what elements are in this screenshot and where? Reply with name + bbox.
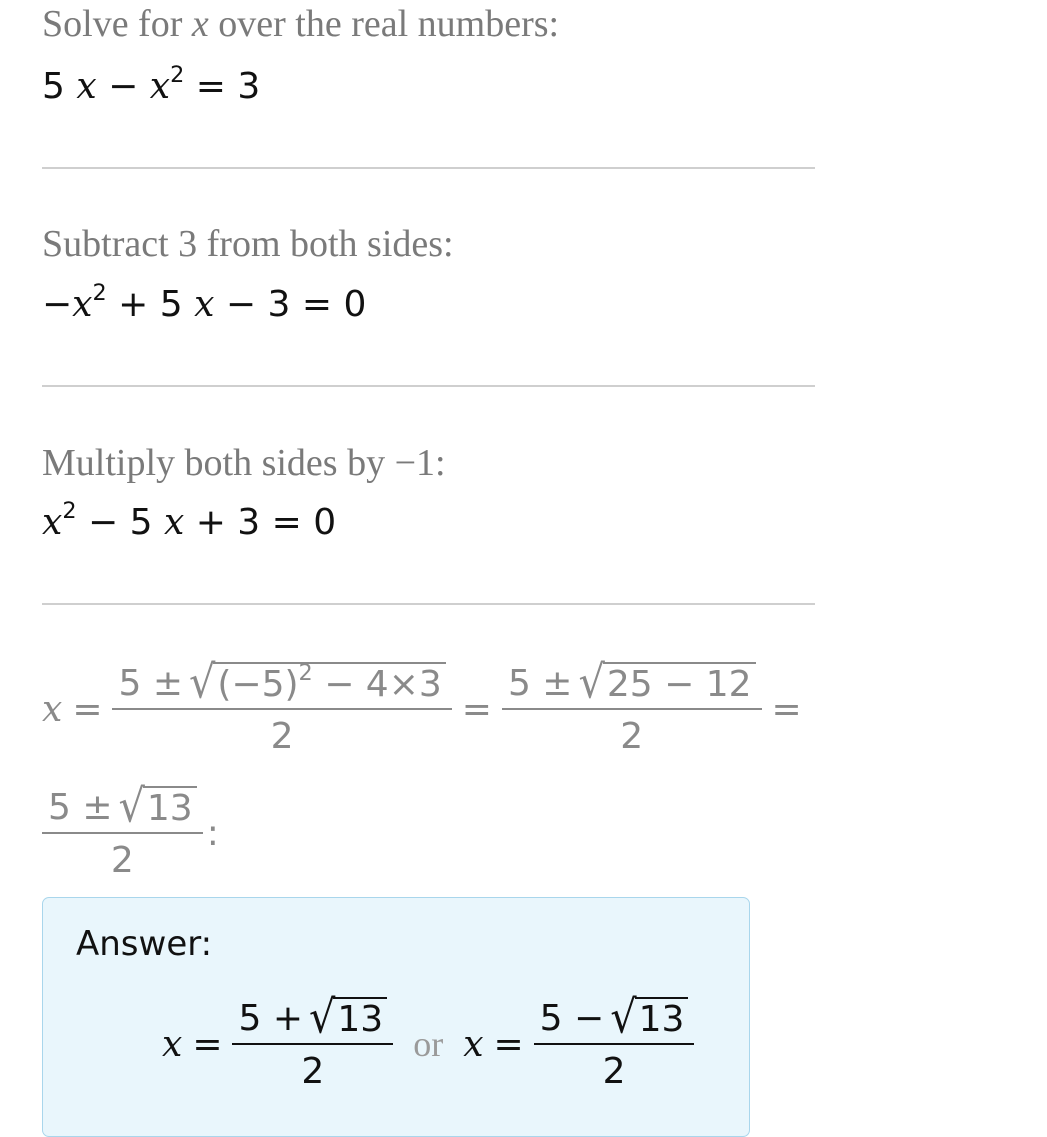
caption-variable: x [191,3,209,45]
fraction-prefix: 5 − [539,997,605,1039]
radicand: 13 [635,997,689,1039]
sqrt-icon: √ [610,990,637,1044]
eq-term: + 5 [118,284,183,325]
answer-solutions [162,990,694,1092]
eq-operator: = [192,1023,223,1065]
eq-variable: x [42,502,63,543]
step-separator [42,167,815,169]
eq-variable: x [72,284,93,325]
step-1-caption [42,2,559,46]
eq-exponent: 2 [62,497,77,524]
radicand: 13 [333,997,387,1039]
fraction-2 [502,655,762,757]
eq-operator: = [461,688,492,730]
eq-variable: x [194,284,215,325]
denominator: 2 [301,1050,325,1092]
sqrt-icon: √ [578,655,605,709]
step-separator [42,385,815,387]
eq-operator: = [493,1023,524,1065]
radical [578,655,755,709]
step-3-caption: Multiply both sides by −1: [42,442,446,484]
sqrt-icon: √ [118,779,145,833]
quadratic-formula-line [42,655,812,757]
radical [118,779,197,833]
sqrt-icon: √ [309,990,336,1044]
fraction-prefix: 5 + [238,997,303,1039]
eq-term: − 5 [87,502,153,543]
quadratic-result-line [42,779,219,881]
step-separator [42,603,815,605]
fraction-prefix: 5 ± [48,786,113,828]
step-3-equation [42,497,337,543]
radical [309,990,387,1044]
solution-2 [534,990,695,1092]
eq-exponent: 2 [170,61,185,88]
sqrt-icon: √ [189,655,216,709]
answer-label: Answer: [76,924,213,964]
radical [189,655,446,709]
denominator: 2 [620,715,644,757]
trailing-colon: : [206,812,219,854]
fraction-1 [112,655,451,757]
eq-term: + 3 = 0 [195,502,337,543]
eq-variable: x [76,66,97,107]
eq-variable: x [163,502,185,543]
radical [610,990,688,1044]
or-word: or [413,1024,444,1065]
eq-operator: − [42,284,73,325]
fraction-3 [42,779,203,881]
eq-operator: = [72,688,103,730]
radicand: 25 − 12 [603,662,756,704]
caption-text: over the real numbers: [208,3,560,45]
eq-variable: x [42,688,63,730]
step-2-equation [42,279,367,325]
step-2-caption: Subtract 3 from both sides: [42,223,454,265]
caption-text: Solve for [42,3,192,45]
eq-term: 5 [42,66,65,107]
eq-variable: x [162,1023,183,1065]
denominator: 2 [602,1050,626,1092]
eq-variable: x [149,66,171,107]
eq-operator: − [108,66,139,107]
eq-exponent: 2 [92,279,107,306]
eq-term: − 3 = 0 [225,284,367,325]
solution-1 [232,990,393,1092]
radicand: 13 [143,786,197,828]
fraction-prefix: 5 ± [118,662,183,704]
step-1-equation [42,61,261,107]
denominator: 2 [110,839,134,881]
eq-variable: x [463,1023,484,1065]
radicand: $(-5)^2 - 4\times 3$ [213,662,445,704]
fraction-prefix: 5 ± [507,662,573,704]
eq-term: = 3 [195,66,261,107]
denominator: 2 [270,715,294,757]
eq-operator: = [771,688,802,730]
